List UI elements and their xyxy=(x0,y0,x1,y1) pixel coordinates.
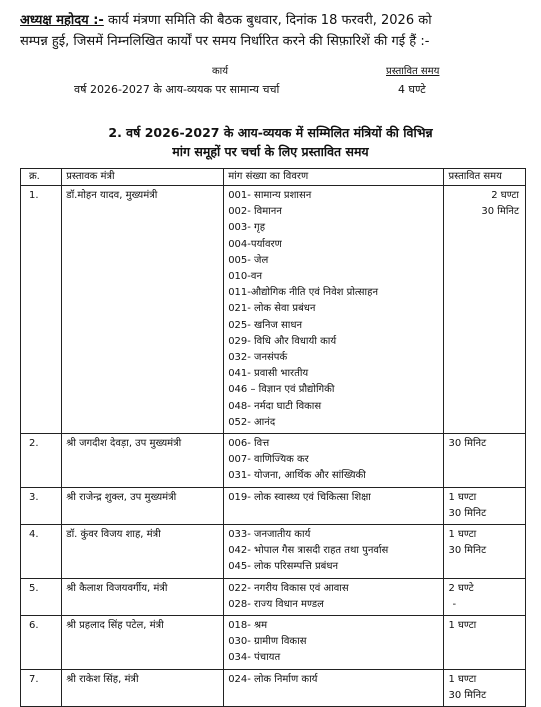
summary-work-value: वर्ष 2026-2027 के आय-व्ययक पर सामान्य चर्चा xyxy=(74,83,280,96)
demand-item: 031- योजना, आर्थिक और सांख्यिकी xyxy=(228,470,366,482)
demand-item: 010-वन xyxy=(228,271,262,283)
demand-item: 003- गृह xyxy=(228,222,266,234)
time-value: - xyxy=(452,598,457,610)
demand-item: 033- जनजातीय कार्य xyxy=(228,529,311,541)
schedule-table xyxy=(20,168,526,707)
header-serial: क्र. xyxy=(21,169,62,186)
demand-item: 001- सामान्य प्रशासन xyxy=(228,190,312,201)
row-serial: 2. xyxy=(21,434,62,488)
section2-title xyxy=(0,123,541,161)
row-time xyxy=(444,616,526,670)
row-demands xyxy=(224,525,444,579)
row-minister: श्री राजेन्द्र शुक्ल, उप मुख्यमंत्री xyxy=(62,487,224,524)
table-row xyxy=(21,186,526,434)
row-serial: 7. xyxy=(21,669,62,706)
row-serial: 6. xyxy=(21,616,62,670)
header-demand-details: मांग संख्या का विवरण xyxy=(224,169,444,186)
header-proposed-time: प्रस्तावित समय xyxy=(444,169,526,186)
time-value: 1 घण्टा xyxy=(448,529,477,541)
time-value: 2 घण्टा xyxy=(491,190,519,201)
demand-item: 024- लोक निर्माण कार्य xyxy=(228,673,318,685)
table-row xyxy=(21,525,526,579)
demand-item: 021- लोक सेवा प्रबंधन xyxy=(228,303,316,315)
time-value: 30 मिनिट xyxy=(448,438,487,450)
row-minister: श्री प्रहलाद सिंह पटेल, मंत्री xyxy=(62,616,224,670)
demand-item: 011-औद्योगिक नीति एवं निवेश प्रोत्साहन xyxy=(228,287,378,299)
demand-item: 004-पर्यावरण xyxy=(228,238,282,250)
demand-item: 019- लोक स्वास्थ्य एवं चिकित्सा शिक्षा xyxy=(228,491,371,503)
demand-item: 042- भोपाल गैस त्रासदी राहत तथा पुनर्वास xyxy=(228,545,389,557)
demand-item: 045- लोक परिसम्पत्ति प्रबंधन xyxy=(228,561,339,573)
row-serial: 1. xyxy=(21,186,62,434)
time-value: 30 मिनिट xyxy=(448,689,487,701)
summary-time-value: 4 घण्टे xyxy=(398,83,426,96)
row-minister: श्री जगदीश देवड़ा, उप मुख्यमंत्री xyxy=(62,434,224,488)
table-row xyxy=(21,578,526,615)
row-time xyxy=(444,487,526,524)
demand-item: 007- वाणिज्यिक कर xyxy=(228,454,309,466)
demand-item: 006- वित्त xyxy=(228,438,270,450)
table-header-row xyxy=(21,169,526,186)
demand-item: 022- नगरीय विकास एवं आवास xyxy=(228,582,349,594)
demand-item: 046 – विज्ञान एवं प्रौद्योगिकी xyxy=(228,384,335,396)
time-value: 30 मिनिट xyxy=(448,545,487,557)
row-serial: 4. xyxy=(21,525,62,579)
intro-paragraph xyxy=(20,10,530,52)
row-time xyxy=(444,525,526,579)
row-time xyxy=(444,578,526,615)
table-row xyxy=(21,616,526,670)
demand-item: 018- श्रम xyxy=(228,620,268,632)
demand-item: 005- जेल xyxy=(228,254,269,266)
summary-work-header: कार्य xyxy=(212,66,229,77)
demand-item: 032- जनसंपर्क xyxy=(228,352,288,364)
time-value: 30 मिनिट xyxy=(448,507,487,519)
row-minister: श्री राकेश सिंह, मंत्री xyxy=(62,669,224,706)
section2-title-line2: मांग समूहों पर चर्चा के लिए प्रस्तावित समय xyxy=(172,144,369,159)
intro-text-line2: सम्पन्न हुई, जिसमें निम्नलिखित कार्यों पर समय निर्धारित करने की सिफ़ारिशें की गई हैं :- xyxy=(20,34,430,49)
demand-item: 030- ग्रामीण विकास xyxy=(228,636,307,648)
time-value: 1 घण्टा xyxy=(448,673,477,685)
demand-item: 025- खनिज साधन xyxy=(228,319,303,331)
row-time xyxy=(444,186,526,434)
row-demands xyxy=(224,434,444,488)
row-serial: 3. xyxy=(21,487,62,524)
row-demands xyxy=(224,578,444,615)
intro-lead: अध्यक्ष महोदय :- xyxy=(20,13,104,28)
row-demands xyxy=(224,616,444,670)
demand-item: 041- प्रवासी भारतीय xyxy=(228,368,309,380)
time-value: 1 घण्टा xyxy=(448,620,477,632)
demand-item: 052- आनंद xyxy=(228,416,276,428)
row-minister: डॉ. कुंवर विजय शाह, मंत्री xyxy=(62,525,224,579)
row-minister: डॉ.मोहन यादव, मुख्यमंत्री xyxy=(62,186,224,434)
demand-item: 029- विधि और विधायी कार्य xyxy=(228,335,337,347)
time-value: 30 मिनिट xyxy=(481,206,519,218)
row-time xyxy=(444,434,526,488)
time-value: 2 घण्टे xyxy=(448,582,474,594)
row-demands xyxy=(224,487,444,524)
time-value: 1 घण्टा xyxy=(448,491,477,503)
table-row xyxy=(21,487,526,524)
row-serial: 5. xyxy=(21,578,62,615)
section2-title-line1: 2. वर्ष 2026-2027 के आय-व्ययक में सम्मिलित मंत्रियों की विभिन्न xyxy=(108,125,433,140)
header-minister: प्रस्तावक मंत्री xyxy=(62,169,224,186)
row-demands xyxy=(224,186,444,434)
summary-time-header: प्रस्तावित समय xyxy=(386,66,440,77)
demand-item: 002- विमानन xyxy=(228,206,282,218)
demand-item: 034- पंचायत xyxy=(228,652,281,664)
table-row xyxy=(21,434,526,488)
intro-text-line1: कार्य मंत्रणा समिति की बैठक बुधवार, दिनांक 18 फरवरी, 2026 को xyxy=(103,13,432,28)
demand-item: 028- राज्य विधान मण्डल xyxy=(228,598,324,610)
row-minister: श्री कैलाश विजयवर्गीय, मंत्री xyxy=(62,578,224,615)
demand-item: 048- नर्मदा घाटी विकास xyxy=(228,400,322,412)
